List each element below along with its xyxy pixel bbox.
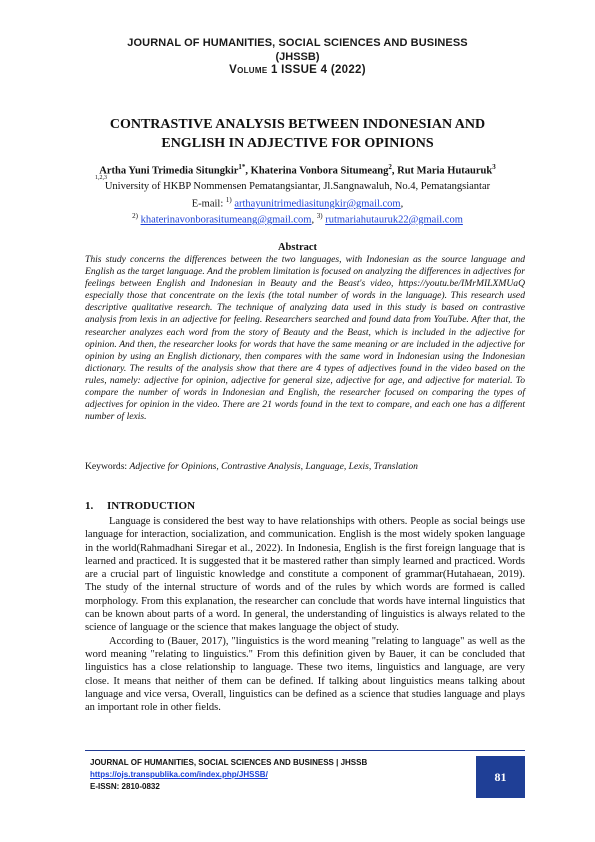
section-title: INTRODUCTION bbox=[107, 500, 196, 512]
footer-rule bbox=[85, 750, 525, 751]
email-1-sup: 1) bbox=[225, 196, 232, 204]
email-label: E-mail: bbox=[191, 198, 226, 210]
article-title bbox=[60, 115, 535, 153]
section-heading bbox=[85, 500, 195, 512]
email-3-sup: 3) bbox=[316, 212, 323, 220]
author-3: Rut Maria Hutauruk bbox=[397, 165, 493, 177]
email-line-2 bbox=[30, 212, 565, 226]
keywords-label: Keywords: bbox=[85, 461, 130, 472]
title-line-1: CONTRASTIVE ANALYSIS BETWEEN INDONESIAN AND bbox=[109, 117, 486, 132]
page-number: 81 bbox=[476, 756, 525, 798]
affiliation: University of HKBP Nommensen Pematangsiantar, Jl.Sangnawaluh, No.4, Pematangsiantar bbox=[104, 181, 491, 192]
footer-url-link[interactable]: https://ojs.transpublika.com/index.php/JHSSB/ bbox=[90, 770, 268, 779]
author-1: Artha Yuni Trimedia Situngkir bbox=[99, 165, 239, 177]
section-number: 1. bbox=[85, 500, 94, 512]
author-separator: , bbox=[245, 165, 251, 177]
abstract-text: This study concerns the differences between the two languages, with Indonesian as the source language and English as the target language. And the problem limitation is focused on analyzing the differences in adjectives for feelings between English and Indonesian in Beauty and the Beast's video, https://youtu.be/IMrMILXMUaQ especially those that concentrate on the lexis (the total number of words in the language). This research used descriptive qualitative research. The technique of analyzing data used in this study is based on contrastive analysis from lexis in an adjective for feeling. Researchers searched and found data from YouTube. After that, the researcher analyzes each word from the story of Beauty and the Beast, which is included in the adjective for opinion. And then, the researcher looks for words that have the same meaning or are included in the adjective for opinion by using an English dictionary, then compares with the same word in Indonesian using the Indonesian dictionary. The results of the analysis show that there are 4 types of adjectives found in the video based on the rules, namely: adjective for opinion, adjective for general size, adjective for age, and adjective for material. To compare the number of words in Indonesian and English, the researcher focused on comparing the types of adjectives for opinion in the video. There are 21 words found in the text to compare, and each one has a different number of lexis. bbox=[85, 254, 526, 423]
author-list bbox=[30, 163, 565, 177]
paragraph: According to (Bauer, 2017), "linguistics is the word meaning "relating to language" as well as the word meaning "relating to linguistics." From this definition given by Bauer, it can be concluded that linguistics has a close relationship to language. These two items, linguistics and language, are very close. It means that neither of them can be defined. If talking about linguistics means talking about language and vice versa, Overall, linguistics can be defined as a science that studies language and plays an important role in other fields. bbox=[85, 635, 525, 714]
author-2: Khaterina Vonbora Situmeang bbox=[250, 165, 389, 177]
journal-title: JOURNAL OF HUMANITIES, SOCIAL SCIENCES AND BUSINESS bbox=[127, 37, 468, 49]
paragraph: Language is considered the best way to have relationships with others. People as social beings use language for interaction, socialization, and communication. English is the most widely spoken language in the world(Rahmadhani Siregar et al., 2022). In Indonesia, English is the first foreign language that is learned and practiced. It is suggested that it be mastered rather than simply learned and practiced. Words are a crucial part of linguistic knowledge and constitute a component of grammar(Hutahaean, 2019). The study of the internal structure of words and of the rules by which words are formed is called morphology. From this explanation, the researcher can conclude that words have internal linguistics that can be known about parts of a word. In general, the understanding of linguistics is always related to the science of language or the science that makes language the object of study. bbox=[85, 516, 525, 634]
email-link-1[interactable]: arthayunitrimediasitungkir@gmail.com bbox=[234, 198, 401, 210]
keywords bbox=[85, 461, 530, 472]
email-1-tail: , bbox=[400, 198, 404, 210]
journal-volume: Volume 1 ISSUE 4 (2022) bbox=[229, 64, 366, 76]
author-separator: , bbox=[391, 165, 398, 177]
footer-journal: JOURNAL OF HUMANITIES, SOCIAL SCIENCES AND BUSINESS | JHSSB bbox=[90, 758, 368, 767]
abstract-heading: Abstract bbox=[277, 242, 318, 253]
keywords-value: Adjective for Opinions, Contrastive Analysis, Language, Lexis, Translation bbox=[129, 461, 418, 472]
author-3-sup: 3 bbox=[492, 163, 496, 171]
footer-issn: E-ISSN: 2810-0832 bbox=[90, 782, 160, 791]
email-link-3[interactable]: rutmariahutauruk22@gmail.com bbox=[325, 214, 463, 226]
email-line-1 bbox=[30, 196, 565, 210]
author-2-sup: 2 bbox=[388, 163, 392, 171]
title-line-2: ENGLISH IN ADJECTIVE FOR OPINIONS bbox=[161, 136, 434, 151]
journal-abbrev: (JHSSB) bbox=[275, 51, 320, 63]
author-1-sup: 1* bbox=[238, 163, 246, 171]
body-text bbox=[85, 515, 525, 714]
affiliation-sup: 1,2,3 bbox=[95, 175, 107, 181]
email-separator: , bbox=[311, 214, 317, 226]
email-2-sup: 2) bbox=[132, 212, 138, 220]
email-link-2[interactable]: khaterinavonborasitumeang@gmail.com bbox=[140, 214, 312, 226]
